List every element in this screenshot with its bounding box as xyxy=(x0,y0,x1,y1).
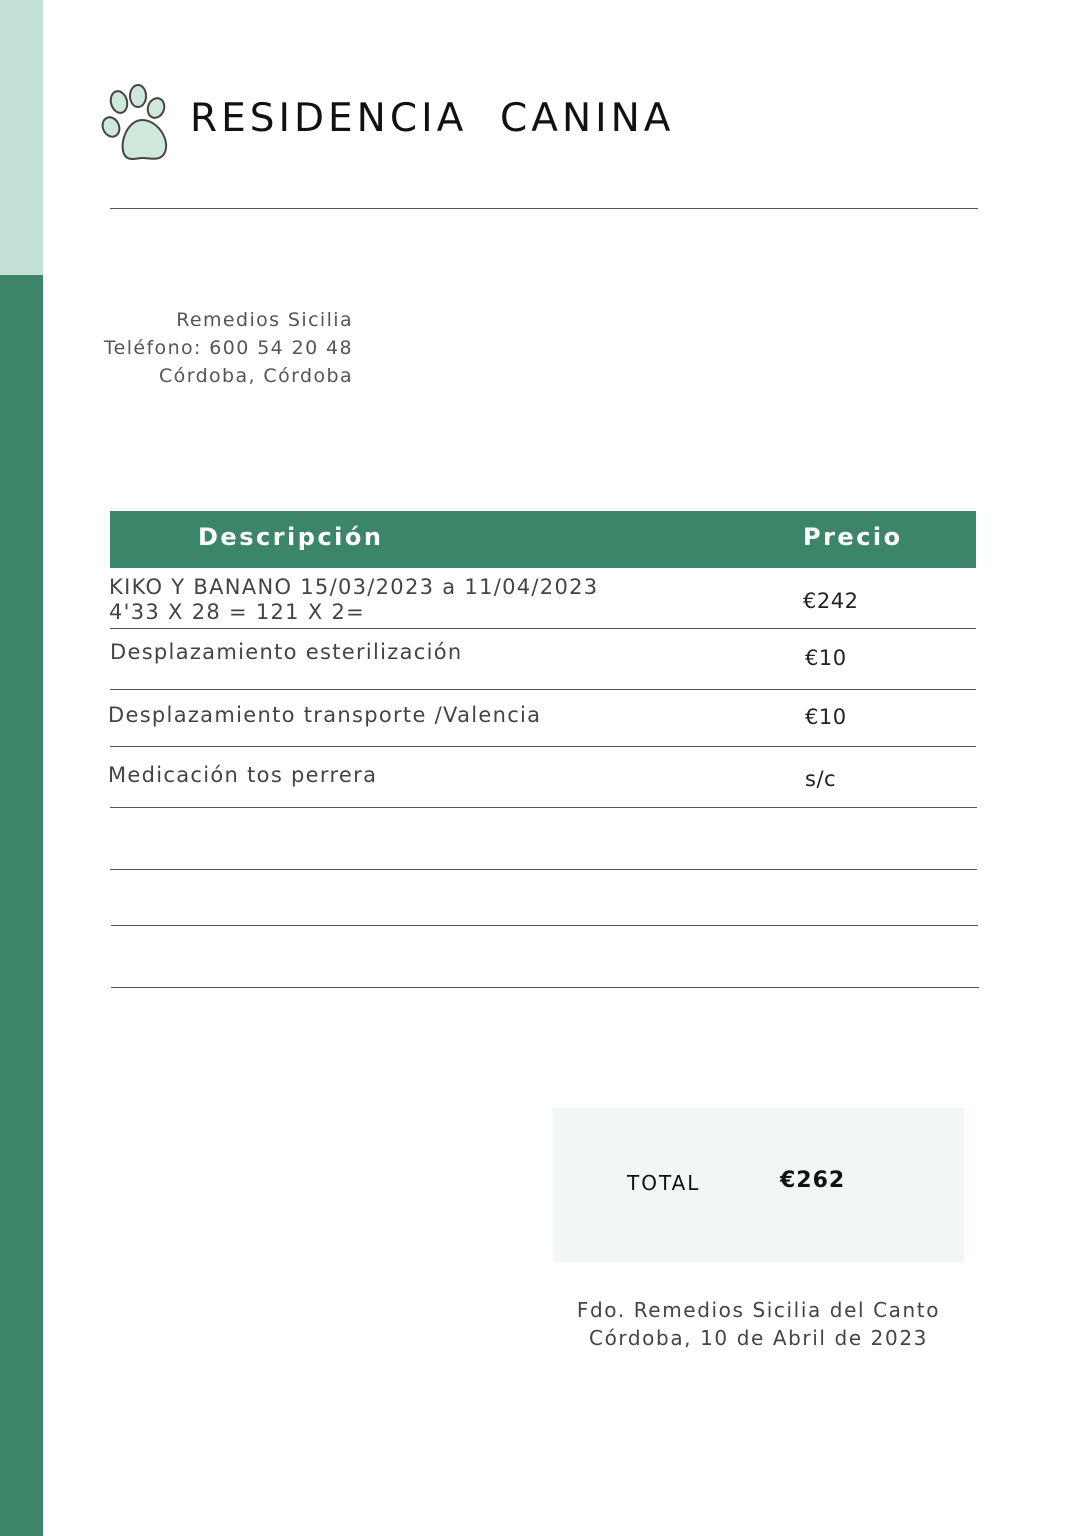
table-row-description: Medicación tos perrera xyxy=(108,763,378,787)
contact-block xyxy=(60,306,353,390)
total-value: €262 xyxy=(780,1168,846,1193)
column-header-price: Precio xyxy=(803,523,903,551)
table-row-description: Desplazamiento transporte /Valencia xyxy=(108,703,542,727)
signature-date: Córdoba, 10 de Abril de 2023 xyxy=(589,1326,928,1350)
table-row-price: s/c xyxy=(805,767,837,791)
contact-phone: Teléfono: 600 54 20 48 xyxy=(103,337,353,359)
total-box xyxy=(553,1108,964,1262)
table-row-divider xyxy=(110,746,976,747)
table-row-price: €10 xyxy=(805,705,847,729)
column-header-description: Descripción xyxy=(198,523,384,551)
table-header xyxy=(110,511,976,568)
sidebar-accent-dark xyxy=(0,275,43,1536)
table-row-divider xyxy=(110,807,977,808)
paw-print-icon xyxy=(98,82,174,164)
table-row-price: €242 xyxy=(803,589,859,613)
contact-name: Remedios Sicilia xyxy=(176,309,353,331)
table-row-description: Desplazamiento esterilización xyxy=(110,640,463,664)
table-row-divider xyxy=(111,925,978,926)
table-row-divider xyxy=(110,689,976,690)
table-row-divider xyxy=(110,628,976,629)
header-divider xyxy=(110,208,978,209)
page-title: RESIDENCIA CANINA xyxy=(190,96,675,141)
contact-location: Córdoba, Córdoba xyxy=(159,365,353,387)
table-row-divider xyxy=(110,869,977,870)
table-row-description-detail: 4'33 X 28 = 121 X 2= xyxy=(109,600,366,624)
table-row-divider xyxy=(111,987,979,988)
sidebar-accent-light xyxy=(0,0,43,275)
table-row-price: €10 xyxy=(805,646,847,670)
table-row-description: KIKO Y BANANO 15/03/2023 a 11/04/2023 xyxy=(109,575,599,599)
signature-name: Fdo. Remedios Sicilia del Canto xyxy=(576,1298,941,1322)
signature-block xyxy=(553,1296,964,1352)
total-label: TOTAL xyxy=(627,1171,701,1195)
